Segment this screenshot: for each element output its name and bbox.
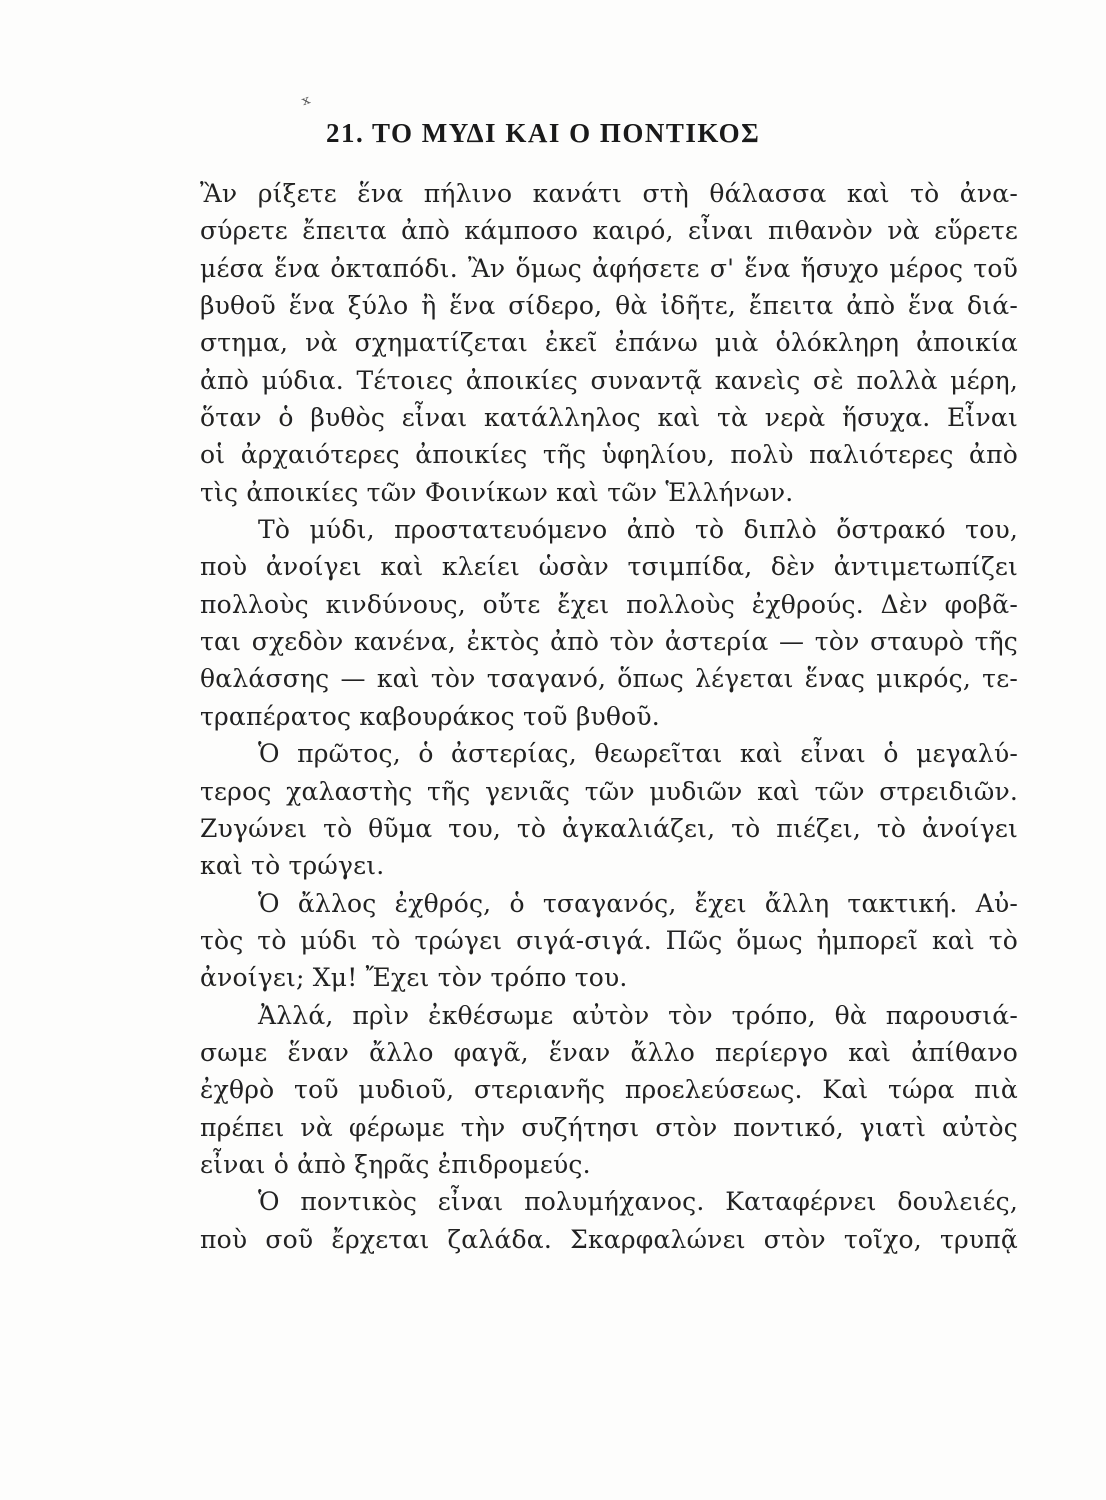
text-line: Ἀλλά, πρὶν ἐκθέσωμε αὐτὸν τὸν τρόπο, θὰ παρουσιά-: [258, 1000, 1018, 1030]
text-line: Ὁ ἄλλος ἐχθρός, ὁ τσαγανός, ἔχει ἄλλη τακτική. Αὐ-: [258, 888, 1018, 918]
text-line: Ὁ πρῶτος, ὁ ἀστερίας, θεωρεῖται καὶ εἶναι ὁ μεγαλύ-: [258, 739, 1018, 769]
chapter-title: 21. ΤΟ ΜΥΔΙ ΚΑΙ Ο ΠΟΝΤΙΚΟΣ: [326, 118, 761, 148]
text-line: Ζυγώνει τὸ θῦμα του, τὸ ἀγκαλιάζει, τὸ πιέζει, τὸ ἀνοίγει: [200, 813, 1018, 843]
text-line: Τὸ μύδι, προστατευόμενο ἀπὸ τὸ διπλὸ ὄστρακό του,: [258, 515, 1018, 545]
text-line: τραπέρατος καβουράκος τοῦ βυθοῦ.: [200, 701, 660, 731]
text-line: ἐχθρὸ τοῦ μυδιοῦ, στεριανῆς προελεύσεως. Καὶ τώρα πιὰ: [200, 1075, 1018, 1105]
text-line: μέσα ἕνα ὀκταπόδι. Ἂν ὅμως ἀφήσετε σ' ἕνα ἥσυχο μέρος τοῦ: [200, 253, 1018, 283]
text-line: πρέπει νὰ φέρωμε τὴν συζήτησι στὸν ποντικό, γιατὶ αὐτὸς: [200, 1112, 1018, 1142]
text-line: Ὁ ποντικὸς εἶναι πολυμήχανος. Καταφέρνει δουλειές,: [258, 1187, 1018, 1217]
text-line: σωμε ἕναν ἄλλο φαγᾶ, ἕναν ἄλλο περίεργο καὶ ἀπίθανο: [200, 1037, 1018, 1067]
text-line: στημα, νὰ σχηματίζεται ἐκεῖ ἐπάνω μιὰ ὁλόκληρη ἀποικία: [200, 328, 1018, 358]
text-line: πολλοὺς κινδύνους, οὔτε ἔχει πολλοὺς ἐχθρούς. Δὲν φοβᾶ-: [200, 589, 1018, 619]
text-line: τὸς τὸ μύδι τὸ τρώγει σιγά-σιγά. Πῶς ὅμως ἠμπορεῖ καὶ τὸ: [200, 925, 1018, 955]
text-line: βυθοῦ ἕνα ξύλο ἢ ἕνα σίδερο, θὰ ἰδῆτε, ἔπειτα ἀπὸ ἕνα διά-: [200, 291, 1018, 321]
text-line: σύρετε ἔπειτα ἀπὸ κάμποσο καιρό, εἶναι πιθανὸν νὰ εὕρετε: [200, 216, 1018, 246]
text-line: ἀπὸ μύδια. Τέτοιες ἀποικίες συναντᾷ κανεὶς σὲ πολλὰ μέρη,: [200, 365, 1018, 395]
text-line: τὶς ἀποικίες τῶν Φοινίκων καὶ τῶν Ἑλλήνων.: [200, 477, 794, 507]
text-line: καὶ τὸ τρώγει.: [200, 851, 385, 881]
text-line: ἀνοίγει; Χμ! Ἔχει τὸν τρόπο του.: [200, 963, 628, 993]
text-line: ται σχεδὸν κανένα, ἐκτὸς ἀπὸ τὸν ἀστερία — τὸν σταυρὸ τῆς: [200, 627, 1018, 657]
pencil-mark: ˣ: [299, 91, 317, 118]
text-line: θαλάσσης — καὶ τὸν τσαγανό, ὅπως λέγεται ἕνας μικρός, τε-: [200, 664, 1018, 694]
text-line: ποὺ σοῦ ἔρχεται ζαλάδα. Σκαρφαλώνει στὸν τοῖχο, τρυπᾷ: [200, 1224, 1018, 1254]
text-line: ὅταν ὁ βυθὸς εἶναι κατάλληλος καὶ τὰ νερὰ ἥσυχα. Εἶναι: [200, 403, 1018, 433]
body-text: [200, 175, 1018, 1258]
text-line: εἶναι ὁ ἀπὸ ξηρᾶς ἐπιδρομεύς.: [200, 1149, 591, 1179]
text-line: τερος χαλαστὴς τῆς γενιᾶς τῶν μυδιῶν καὶ τῶν στρειδιῶν.: [200, 776, 1018, 806]
text-line: Ἂν ρίξετε ἕνα πήλινο κανάτι στὴ θάλασσα καὶ τὸ ἀνα-: [200, 179, 1018, 208]
text-line: οἱ ἀρχαιότερες ἀποικίες τῆς ὑφηλίου, πολὺ παλιότερες ἀπὸ: [200, 440, 1018, 470]
text-line: ποὺ ἀνοίγει καὶ κλείει ὡσὰν τσιμπίδα, δὲν ἀντιμετωπίζει: [200, 552, 1018, 582]
